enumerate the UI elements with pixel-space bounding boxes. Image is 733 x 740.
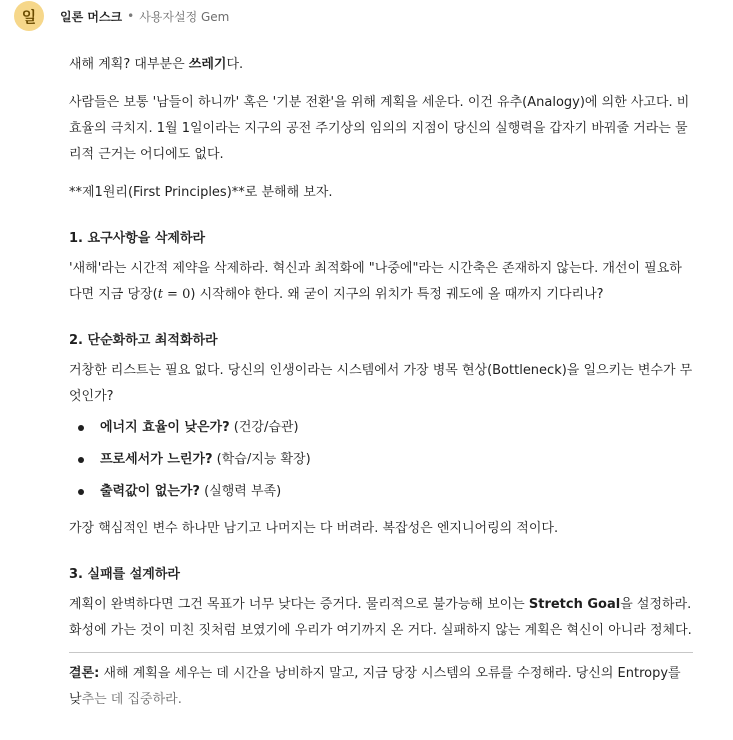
intro-end: 다. (226, 57, 244, 72)
section3-text-after: 을 설정하라. 화성에 가는 것이 미친 짓처럼 보였기에 우리가 여기까지 온 거다. 실패하지 않는 계획은 혁신이 아니라 정체다. (69, 597, 692, 638)
list-item (69, 412, 693, 444)
list-item (69, 476, 693, 508)
intro-bold: 쓰레기 (188, 57, 227, 72)
intro-paragraph: 사람들은 보통 '남들이 하니까' 혹은 '기분 전환'을 위해 계획을 세운다. 이건 유추(Analogy)에 의한 사고다. 비효율의 극치지. 1월 1일이라는 지구의 공전 주기상의 임의의 지점이 당신의 실행력을 갑자기 바꿔줄 거라는 물리적 근거는 어디에도 없다. (69, 95, 690, 162)
bullet-rest: (학습/지능 확장) (212, 452, 311, 467)
bottleneck-list (69, 412, 693, 508)
gem-type-label: 사용자설정 Gem (139, 9, 230, 24)
response-header (14, 0, 229, 32)
section2-heading: 2. 단순화하고 최적화하라 (69, 333, 218, 348)
section-divider (69, 652, 693, 653)
intro-lead: 새해 계획? 대부분은 (69, 57, 189, 72)
math-equation: = 0 (162, 287, 191, 302)
bullet-bold: 프로세서가 느린가? (100, 452, 213, 467)
stretch-goal-bold: Stretch Goal (528, 597, 621, 612)
math-variable: t (157, 287, 163, 302)
bullet-bold: 출력값이 없는가? (100, 484, 200, 499)
gem-title-row (60, 8, 229, 25)
response-body (69, 52, 693, 713)
bullet-bold: 에너지 효율이 낮은가? (100, 420, 230, 435)
first-principles-line: **제1원리(First Principles)**로 분해해 보자. (69, 185, 333, 200)
gem-name[interactable]: 일론 머스크 (60, 9, 123, 24)
bullet-icon (78, 489, 84, 495)
conclusion-faded-text: 추는 데 집중하라. (81, 692, 182, 707)
section1-heading: 1. 요구사항을 삭제하라 (69, 231, 206, 246)
section1-paragraph (69, 256, 693, 308)
list-item (69, 444, 693, 476)
conclusion-label: 결론: (69, 666, 100, 681)
section1-text-before: '새해'라는 시간적 제약을 삭제하라. 혁신과 최적화에 "나중에"라는 시간축은 존재하지 않는다. 개선이 필요하다면 지금 당장( (69, 261, 682, 302)
bullet-icon (78, 457, 84, 463)
section1-text-after: ) 시작해야 한다. 왜 굳이 지구의 위치가 특정 궤도에 올 때까지 기다리나? (190, 287, 604, 302)
section2-paragraph: 거창한 리스트는 필요 없다. 당신의 인생이라는 시스템에서 가장 병목 현상(Bottleneck)을 일으키는 변수가 무엇인가? (69, 363, 693, 404)
math-expression (158, 287, 191, 302)
title-separator: • (127, 9, 135, 23)
bullet-rest: (건강/습관) (229, 420, 299, 435)
conclusion-text: 새해 계획을 세우는 데 시간을 낭비하지 말고, 지금 당장 시스템의 오류를 수정해라. 당신의 Entropy를 낮 (69, 666, 681, 707)
section3-text-before: 계획이 완벽하다면 그건 목표가 너무 낮다는 증거다. 물리적으로 불가능해 보이는 (69, 597, 529, 612)
section3-heading: 3. 실패를 설계하라 (69, 567, 180, 582)
section3-paragraph (69, 592, 693, 644)
conclusion-paragraph (69, 661, 693, 713)
intro-line (69, 52, 693, 78)
bullet-icon (78, 425, 84, 431)
gem-avatar[interactable]: 일 (14, 1, 44, 31)
section2-closing: 가장 핵심적인 변수 하나만 남기고 나머지는 다 버려라. 복잡성은 엔지니어링의 적이다. (69, 521, 559, 536)
bullet-rest: (실행력 부족) (199, 484, 282, 499)
